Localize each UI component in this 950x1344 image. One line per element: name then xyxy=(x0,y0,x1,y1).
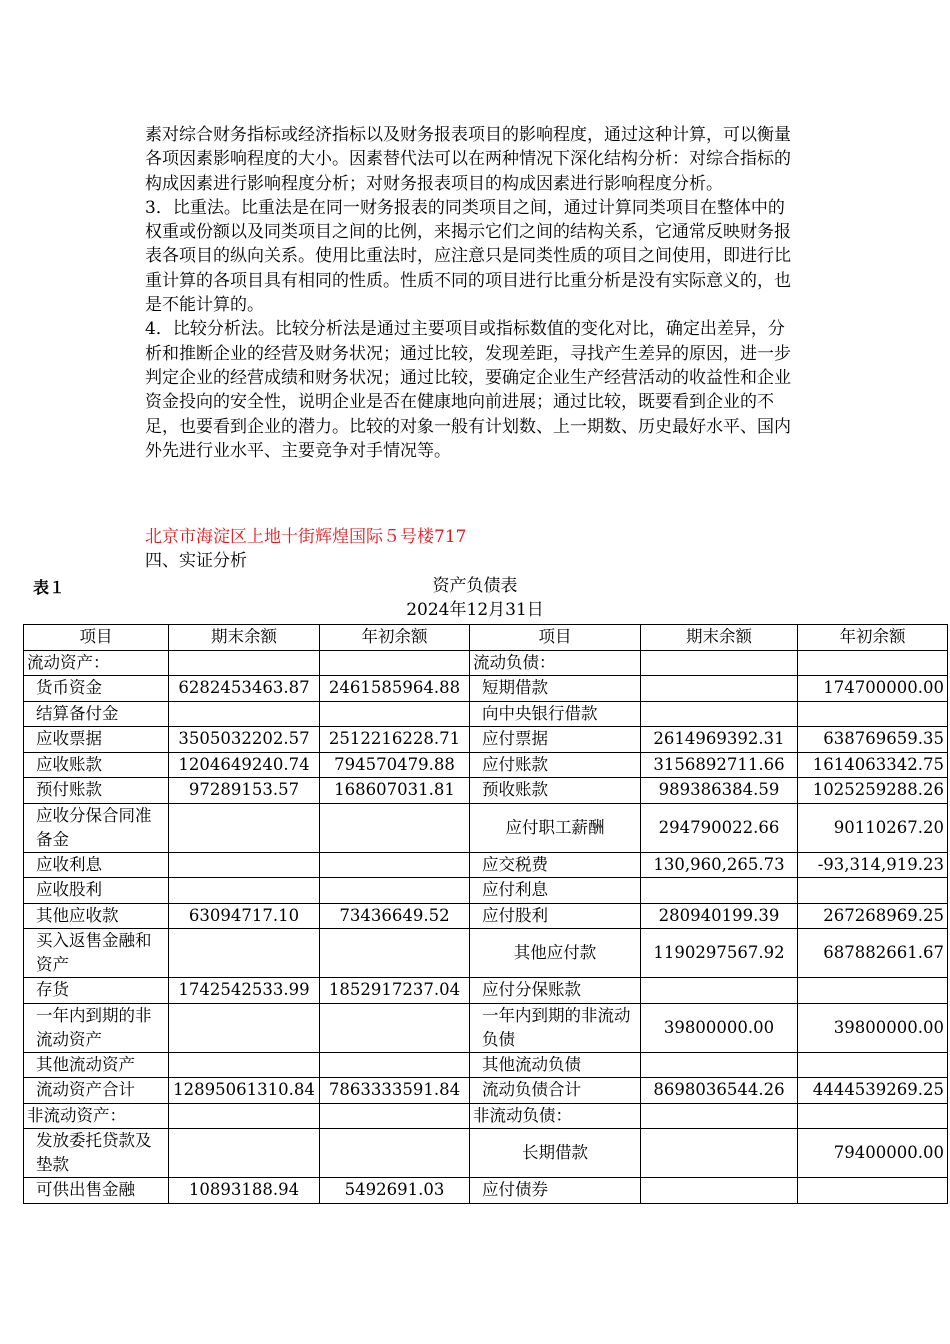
amount-cell: 10893188.94 xyxy=(169,1178,320,1204)
item-cell: 预收账款 xyxy=(470,778,641,804)
amount-cell: 687882661.67 xyxy=(798,929,948,978)
amount-cell xyxy=(169,803,320,852)
amount-cell: 2512216228.71 xyxy=(320,727,470,753)
item-cell: 非流动负债： xyxy=(470,1103,641,1129)
amount-cell: 12895061310.84 xyxy=(169,1078,320,1104)
table-row xyxy=(24,903,948,929)
amount-cell: 73436649.52 xyxy=(320,903,470,929)
item-cell: 买入返售金融和资产 xyxy=(24,929,169,978)
item-cell: 应收分保合同准备金 xyxy=(24,803,169,852)
table-row xyxy=(24,1003,948,1052)
balance-sheet-table xyxy=(23,624,948,1204)
amount-cell: 280940199.39 xyxy=(641,903,798,929)
item-cell: 流动资产： xyxy=(24,650,169,676)
amount-cell: 97289153.57 xyxy=(169,778,320,804)
amount-cell: 1190297567.92 xyxy=(641,929,798,978)
amount-cell: 3505032202.57 xyxy=(169,727,320,753)
amount-cell xyxy=(798,878,948,904)
amount-cell xyxy=(798,978,948,1004)
amount-cell: 8698036544.26 xyxy=(641,1078,798,1104)
table-row xyxy=(24,727,948,753)
table-date: 2024年12月31日 xyxy=(406,600,544,620)
amount-cell xyxy=(641,676,798,702)
item-cell: 一年内到期的非流动资产 xyxy=(24,1003,169,1052)
amount-cell xyxy=(320,1003,470,1052)
item-cell: 其他应收款 xyxy=(24,903,169,929)
amount-cell xyxy=(320,803,470,852)
item-cell: 非流动资产： xyxy=(24,1103,169,1129)
body-text xyxy=(145,123,795,463)
header-cell: 年初余额 xyxy=(320,625,470,651)
address-line: 北京市海淀区上地十街辉煌国际５号楼717 xyxy=(145,527,467,547)
item-cell: 应收账款 xyxy=(24,752,169,778)
amount-cell: 2614969392.31 xyxy=(641,727,798,753)
section-heading: 四、实证分析 xyxy=(145,551,247,571)
item-cell: 发放委托贷款及垫款 xyxy=(24,1129,169,1178)
item-cell: 应付账款 xyxy=(470,752,641,778)
amount-cell: 267268969.25 xyxy=(798,903,948,929)
amount-cell: 1025259288.26 xyxy=(798,778,948,804)
amount-cell xyxy=(798,1052,948,1078)
table-row xyxy=(24,978,948,1004)
item-cell: 应收股利 xyxy=(24,878,169,904)
paragraph: 3．比重法。比重法是在同一财务报表的同类项目之间，通过计算同类项目在整体中的权重或份额以及同类项目之间的比例，来揭示它们之间的结构关系，它通常反映财务报表各项目的纵向关系。使用比重法时，应注意只是同类性质的项目之间使用，即进行比重计算的各项目具有相同的性质。性质不同的项目进行比重分析是没有实际意义的，也是不能计算的。 xyxy=(145,197,791,316)
amount-cell: 1852917237.04 xyxy=(320,978,470,1004)
amount-cell: 638769659.35 xyxy=(798,727,948,753)
table-row xyxy=(24,1178,948,1204)
amount-cell xyxy=(641,978,798,1004)
table-row xyxy=(24,803,948,852)
amount-cell: 39800000.00 xyxy=(798,1003,948,1052)
amount-cell xyxy=(320,1052,470,1078)
amount-cell: 1742542533.99 xyxy=(169,978,320,1004)
amount-cell xyxy=(320,1103,470,1129)
amount-cell: 7863333591.84 xyxy=(320,1078,470,1104)
table-label: 表１ xyxy=(33,578,66,597)
item-cell: 流动资产合计 xyxy=(24,1078,169,1104)
amount-cell xyxy=(320,878,470,904)
amount-cell: 2461585964.88 xyxy=(320,676,470,702)
table-header-row xyxy=(24,625,948,651)
amount-cell: 79400000.00 xyxy=(798,1129,948,1178)
amount-cell: 3156892711.66 xyxy=(641,752,798,778)
amount-cell xyxy=(320,929,470,978)
item-cell: 结算备付金 xyxy=(24,701,169,727)
amount-cell xyxy=(320,1129,470,1178)
amount-cell xyxy=(798,1103,948,1129)
table-row xyxy=(24,852,948,878)
item-cell: 流动负债： xyxy=(470,650,641,676)
amount-cell xyxy=(169,1003,320,1052)
amount-cell: 168607031.81 xyxy=(320,778,470,804)
item-cell: 其他应付款 xyxy=(470,929,641,978)
table-row xyxy=(24,701,948,727)
amount-cell: 5492691.03 xyxy=(320,1178,470,1204)
item-cell: 流动负债合计 xyxy=(470,1078,641,1104)
table-row xyxy=(24,676,948,702)
header-cell: 期末余额 xyxy=(169,625,320,651)
table-row xyxy=(24,1129,948,1178)
amount-cell xyxy=(641,650,798,676)
amount-cell: 130,960,265.73 xyxy=(641,852,798,878)
amount-cell: 1204649240.74 xyxy=(169,752,320,778)
item-cell: 应付职工薪酬 xyxy=(470,803,641,852)
item-cell: 应交税费 xyxy=(470,852,641,878)
header-cell: 项目 xyxy=(24,625,169,651)
table-row xyxy=(24,878,948,904)
item-cell: 存货 xyxy=(24,978,169,1004)
amount-cell xyxy=(169,650,320,676)
paragraph: 4．比较分析法。比较分析法是通过主要项目或指标数值的变化对比，确定出差异，分析和推断企业的经营及财务状况；通过比较，发现差距，寻找产生差异的原因，进一步判定企业的经营成绩和财务状况；通过比较，要确定企业生产经营活动的收益性和企业资金投向的安全性，说明企业是否在健康地向前进展；通过比较，既要看到企业的不足，也要看到企业的潜力。比较的对象一般有计划数、上一期数、历史最好水平、国内外先进行业水平、主要竞争对手情况等。 xyxy=(145,319,791,461)
header-cell: 年初余额 xyxy=(798,625,948,651)
amount-cell xyxy=(169,1103,320,1129)
amount-cell: 1614063342.75 xyxy=(798,752,948,778)
item-cell: 应收票据 xyxy=(24,727,169,753)
table-row xyxy=(24,650,948,676)
item-cell: 应付债券 xyxy=(470,1178,641,1204)
amount-cell xyxy=(641,1129,798,1178)
table-row xyxy=(24,1052,948,1078)
paragraph: 素对综合财务指标或经济指标以及财务报表项目的影响程度，通过这种计算，可以衡量各项因素影响程度的大小。因素替代法可以在两种情况下深化结构分析：对综合指标的构成因素进行影响程度分析；对财务报表项目的构成因素进行影响程度分析。 xyxy=(145,125,791,194)
item-cell: 应付票据 xyxy=(470,727,641,753)
amount-cell: -93,314,919.23 xyxy=(798,852,948,878)
table-row xyxy=(24,752,948,778)
amount-cell: 4444539269.25 xyxy=(798,1078,948,1104)
amount-cell: 39800000.00 xyxy=(641,1003,798,1052)
amount-cell xyxy=(641,1103,798,1129)
table-title: 资产负债表 xyxy=(432,576,518,596)
item-cell: 应付股利 xyxy=(470,903,641,929)
amount-cell xyxy=(798,650,948,676)
item-cell: 货币资金 xyxy=(24,676,169,702)
amount-cell xyxy=(169,929,320,978)
item-cell: 向中央银行借款 xyxy=(470,701,641,727)
amount-cell xyxy=(169,878,320,904)
amount-cell: 90110267.20 xyxy=(798,803,948,852)
item-cell: 其他流动负债 xyxy=(470,1052,641,1078)
amount-cell: 63094717.10 xyxy=(169,903,320,929)
amount-cell: 6282453463.87 xyxy=(169,676,320,702)
item-cell: 可供出售金融 xyxy=(24,1178,169,1204)
amount-cell xyxy=(169,701,320,727)
amount-cell xyxy=(320,701,470,727)
amount-cell: 294790022.66 xyxy=(641,803,798,852)
item-cell: 长期借款 xyxy=(470,1129,641,1178)
item-cell: 应付利息 xyxy=(470,878,641,904)
header-cell: 项目 xyxy=(470,625,641,651)
item-cell: 应收利息 xyxy=(24,852,169,878)
item-cell: 其他流动资产 xyxy=(24,1052,169,1078)
table-row xyxy=(24,1078,948,1104)
amount-cell xyxy=(641,1178,798,1204)
amount-cell xyxy=(169,852,320,878)
amount-cell: 989386384.59 xyxy=(641,778,798,804)
amount-cell xyxy=(169,1052,320,1078)
amount-cell xyxy=(798,1178,948,1204)
item-cell: 预付账款 xyxy=(24,778,169,804)
table-row xyxy=(24,778,948,804)
amount-cell xyxy=(320,852,470,878)
amount-cell xyxy=(320,650,470,676)
item-cell: 一年内到期的非流动负债 xyxy=(470,1003,641,1052)
amount-cell xyxy=(169,1129,320,1178)
item-cell: 应付分保账款 xyxy=(470,978,641,1004)
amount-cell xyxy=(798,701,948,727)
item-cell: 短期借款 xyxy=(470,676,641,702)
amount-cell: 174700000.00 xyxy=(798,676,948,702)
amount-cell xyxy=(641,701,798,727)
amount-cell xyxy=(641,1052,798,1078)
header-cell: 期末余额 xyxy=(641,625,798,651)
table-row xyxy=(24,1103,948,1129)
amount-cell: 794570479.88 xyxy=(320,752,470,778)
amount-cell xyxy=(641,878,798,904)
table-row xyxy=(24,929,948,978)
